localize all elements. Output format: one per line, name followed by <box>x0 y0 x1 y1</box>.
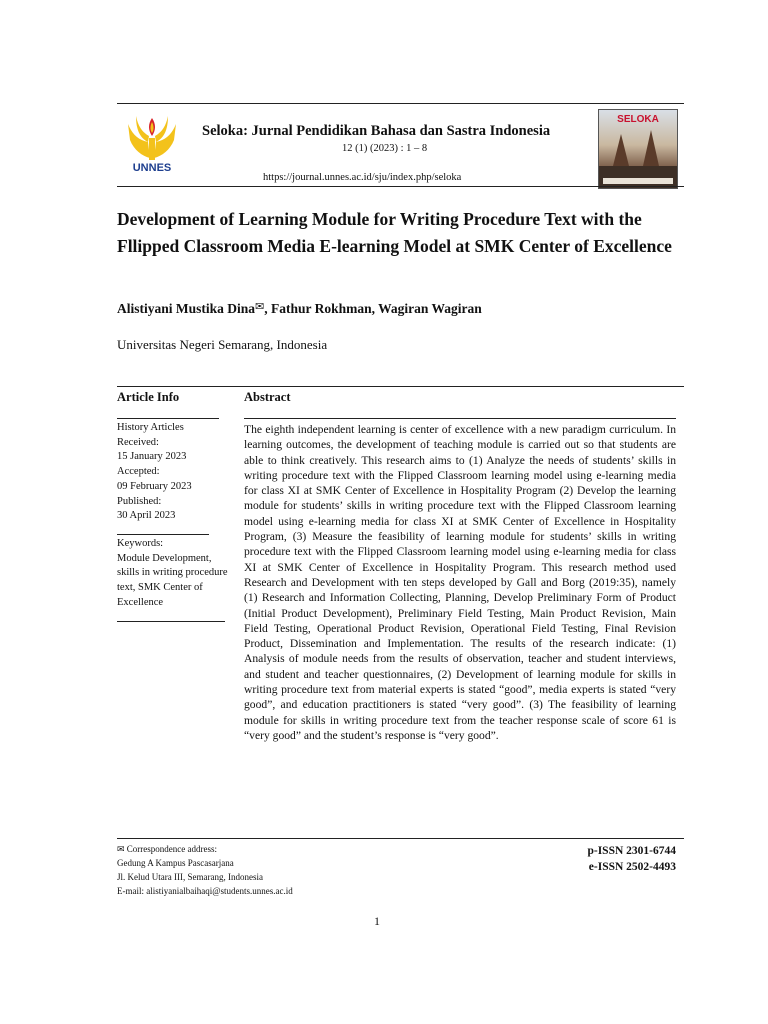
header-bottom-rule <box>117 186 684 187</box>
journal-cover-image <box>598 109 678 189</box>
accepted-date: 09 February 2023 <box>117 480 192 492</box>
accepted-label: Accepted: <box>117 466 160 478</box>
correspondence-line-1: Gedung A Kampus Pascasarjana <box>117 858 234 868</box>
author-list <box>117 300 482 317</box>
footer-rule <box>117 838 684 839</box>
header-top-rule <box>117 103 684 104</box>
abstract-text: The eighth independent learning is center of excellence with a new paradigm curriculum. In learning outcomes, the development of teaching module is carried out so that students are able to think creatively. This research aims to (1) Analyze the needs of students’ skills in writing procedure text with the Flipped Classroom learning model using e-learning media for class XI at SMK Center of Excellence in Hospitality Program (2) Develop the learning module for students’ skills in writing procedure text with the Flipped Classroom learning model using e-learning media for class XI at SMK Center of Excellence in Hospitality Program, (3) Measure the feasibility of learning module for students’ skills in writing procedure text with the Flipped Classroom learning model using e-learning media for class XI at SMK Center of Excellence in Hospitality Program. This research method used Research and Development with ten steps developed by Gall and Borg (2019:35), namely (1) Research and Information Collecting, Planning, Develop Preliminary Form of Product (Initial Product Development), Preliminary Field Testing, Main Product Revision, Main Field Testing, Operational Product Revision, Operational Field Testing, Final Revision Product, Dissemination and Implementation. The results of the research indicate: (1) Analysis of module needs from the results of observation, teacher and student interviews, and student and teacher questionnaires, (2) Development of learning module for skills in writing procedure text from material experts is stated “good”, media experts is stated “very good”, and education practitioners is stated “very good”. (3) The feasibility of learning module for skills in writing procedure text from the teacher response scale of score 61 is “very good” and the student’s response is “very good”. <box>244 423 676 742</box>
other-authors: , Fathur Rokhman, Wagiran Wagiran <box>264 301 482 316</box>
correspondence-line-2: Jl. Kelud Utara III, Semarang, Indonesia <box>117 872 263 882</box>
first-author: Alistiyani Mustika Dina <box>117 301 256 316</box>
issn-block <box>560 843 676 875</box>
e-issn: e-ISSN 2502-4493 <box>588 861 676 873</box>
journal-title: Seloka: Jurnal Pendidikan Bahasa dan Sastra Indonesia <box>202 123 551 139</box>
correspondence-block <box>117 842 293 898</box>
mail-icon: ✉ <box>255 301 265 313</box>
issue-info: 12 (1) (2023) : 1 – 8 <box>342 143 428 154</box>
keywords-label: Keywords: <box>117 538 164 549</box>
received-date: 15 January 2023 <box>117 451 187 463</box>
cover-photo-icon <box>599 126 677 188</box>
affiliation: Universitas Negeri Semarang, Indonesia <box>117 337 328 352</box>
journal-url[interactable]: https://journal.unnes.ac.id/sju/index.php/seloka <box>263 172 462 183</box>
abstract-heading: Abstract <box>244 390 291 404</box>
info-divider-3 <box>117 621 225 622</box>
correspondence-label: Correspondence address: <box>126 844 218 854</box>
info-divider-1 <box>117 418 219 419</box>
page-number: 1 <box>374 914 380 928</box>
paper-title: Development of Learning Module for Writing Procedure Text with the Fllipped Classroom Media E-learning Model at SMK Center of Excellence <box>117 209 672 256</box>
p-issn: p-ISSN 2301-6744 <box>587 845 676 857</box>
history-label: History Articles <box>117 422 184 433</box>
unnes-logo <box>124 110 180 180</box>
correspondence-email[interactable]: E-mail: alistiyanialbaihaqi@students.unnes.ac.id <box>117 886 293 896</box>
received-label: Received: <box>117 436 159 448</box>
sections-top-rule <box>117 386 684 387</box>
cover-title: SELOKA <box>617 114 659 125</box>
logo-text: UNNES <box>132 162 172 174</box>
abstract-top-rule <box>244 418 676 419</box>
published-date: 30 April 2023 <box>117 510 176 522</box>
published-label: Published: <box>117 495 162 507</box>
keywords-block <box>117 537 229 611</box>
keywords-text: Module Development, skills in writing procedure text, SMK Center of Excellence <box>117 552 228 608</box>
history-block <box>117 421 229 524</box>
info-divider-2 <box>117 534 209 535</box>
article-info-heading: Article Info <box>117 390 180 404</box>
correspondence-mail-icon: ✉ <box>117 844 125 854</box>
